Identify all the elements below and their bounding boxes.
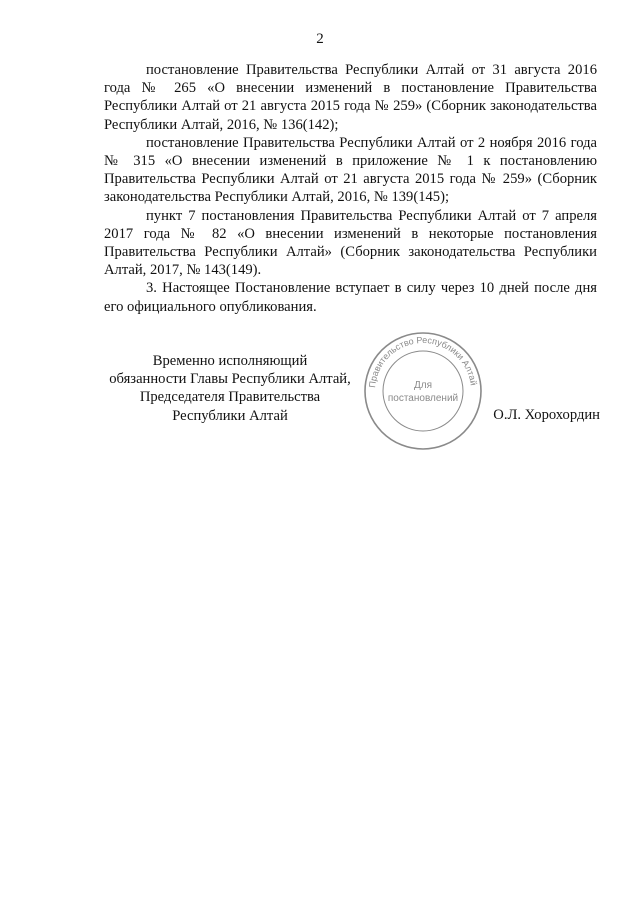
page-number: 2 <box>316 31 324 47</box>
paragraph-1: постановление Правительства Республики Алтай от 31 августа 2016 года № 265 «О внесении изменений в постановление Правительства Республики Алтай от 21 августа 2015 года № 259» (Сборник законодательства Республики Алтай, 2016, № 136(142); <box>104 62 597 133</box>
signatory-position-line-2: обязанности Главы Республики Алтай, <box>109 371 351 388</box>
signer-name: О.Л. Хорохордин <box>493 407 600 423</box>
signatory-position <box>100 352 360 425</box>
stamp-ring-text: Правительство Республики Алтай <box>367 334 479 389</box>
stamp-center-line-2: постановлений <box>387 393 459 404</box>
stamp-outer-ring <box>365 333 481 449</box>
signatory-position-line-1: Временно исполняющий <box>152 353 308 369</box>
stamp-center-line-1: Для <box>413 380 433 391</box>
paragraph-4: 3. Настоящее Постановление вступает в силу через 10 дней после дня его официального опубликования. <box>104 280 597 315</box>
paragraph-3: пункт 7 постановления Правительства Республики Алтай от 7 апреля 2017 года № 82 «О внесении изменений в некоторые постановления Правительства Республики Алтай» (Сборник законодательства Республики Алтай, 2017, № 143(149). <box>104 207 597 279</box>
signatory-position-line-3: Председателя Правительства <box>139 389 321 406</box>
stamp-inner-ring <box>383 351 463 431</box>
signatory-position-line-4: Республики Алтай <box>172 407 288 424</box>
official-stamp <box>362 330 484 452</box>
paragraph-2: постановление Правительства Республики Алтай от 2 ноября 2016 года № 315 «О внесении изменений в приложение № 1 к постановлению Правительства Республики Алтай от 21 августа 2015 года № 259» (Сборник законодательства Республики Алтай, 2016, № 139(145); <box>104 134 597 206</box>
document-body <box>104 61 597 316</box>
